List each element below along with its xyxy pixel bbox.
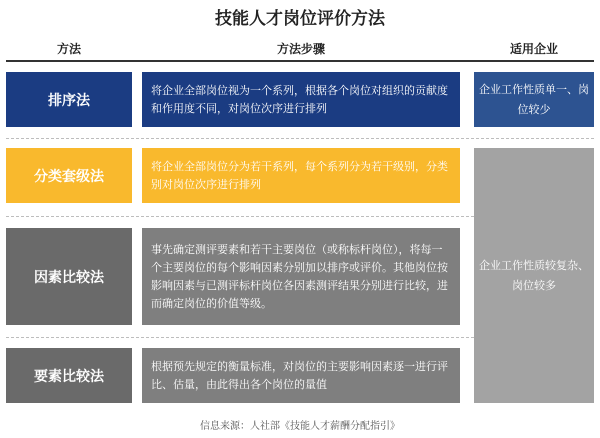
header-divider xyxy=(6,60,594,62)
apply-simple: 企业工作性质单一、岗位较少 xyxy=(474,72,594,127)
method-factor-comparison: 因素比较法 xyxy=(6,228,132,325)
steps-factor-comparison: 事先确定测评要素和若干主要岗位（或称标杆岗位），将每一个主要岗位的每个影响因素分别加以排序或评价。其他岗位按影响因素与已测评标杆岗位各因素测评结果分别进行比较，进而确定岗位的价值等级。 xyxy=(142,228,460,325)
steps-classification: 将企业全部岗位分为若干系列，每个系列分为若干级别，分类别对岗位次序进行排列 xyxy=(142,148,460,203)
header-steps: 方法步骤 xyxy=(276,42,325,56)
method-element-comparison: 要素比较法 xyxy=(6,348,132,403)
method-classification: 分类套级法 xyxy=(6,148,132,203)
method-ranking: 排序法 xyxy=(6,72,132,127)
steps-element-comparison: 根据预先规定的衡量标准，对岗位的主要影响因素逐一进行评比、估量，由此得出各个岗位的量值 xyxy=(142,348,460,403)
steps-ranking: 将企业全部岗位视为一个系列，根据各个岗位对组织的贡献度和作用度不同，对岗位次序进行排列 xyxy=(142,72,460,127)
header-apply: 适用企业 xyxy=(509,42,558,56)
header-method: 方法 xyxy=(56,42,81,56)
row-separator xyxy=(6,138,594,139)
page-title: 技能人才岗位评价方法 xyxy=(215,9,385,29)
apply-complex: 企业工作性质较复杂、岗位较多 xyxy=(474,148,594,403)
source-note: 信息来源：人社部《技能人才薪酬分配指引》 xyxy=(200,421,400,432)
